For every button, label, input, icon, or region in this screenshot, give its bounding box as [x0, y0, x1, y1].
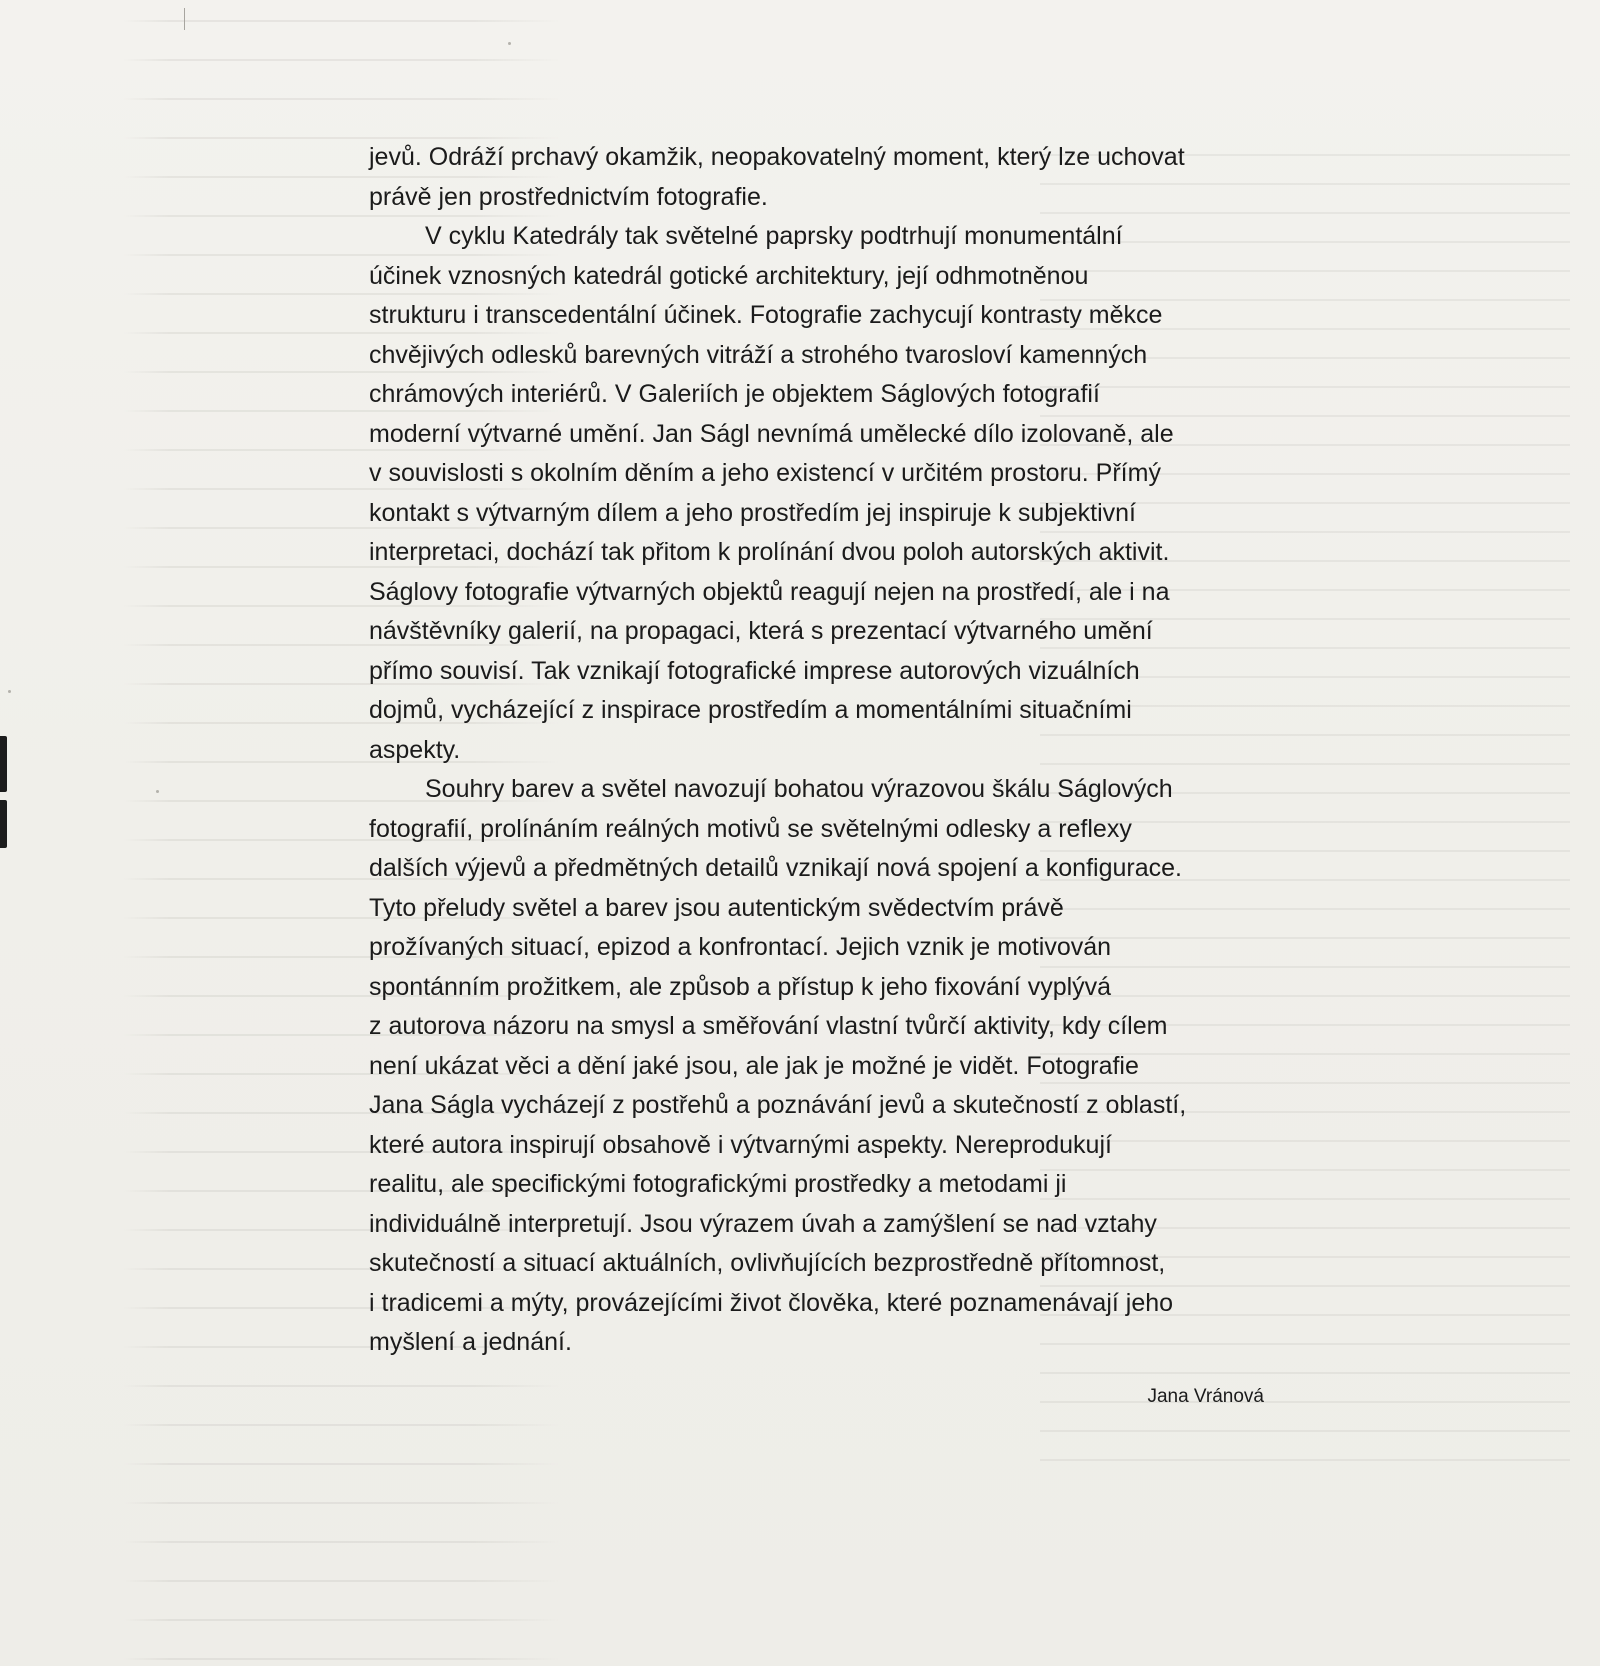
text-line: právě jen prostřednictvím fotografie. — [369, 182, 768, 211]
text-line: přímo souvisí. Tak vznikají fotografické imprese autorových vizuálních — [369, 656, 1140, 685]
text-line: myšlení a jednání. — [369, 1328, 572, 1356]
text-line: spontánním prožitkem, ale způsob a přístup k jeho fixování vyplývá — [369, 972, 1112, 1001]
binding-mark-upper — [0, 736, 7, 792]
text-line: Tyto přeludy světel a barev jsou autentickým svědectvím právě — [369, 893, 1064, 922]
text-line: účinek vznosných katedrál gotické architektury, její odhmotněnou — [369, 261, 1089, 290]
article-body — [369, 138, 1269, 1363]
text-line: v souvislosti s okolním děním a jeho existencí v určitém prostoru. Přímý — [369, 459, 1161, 487]
paragraph — [369, 770, 1269, 1363]
paper-speck — [8, 690, 11, 693]
text-line: chvějivých odlesků barevných vitráží a strohého tvarosloví kamenných — [369, 340, 1148, 369]
text-line: dojmů, vycházející z inspirace prostředím a momentálními situačními — [369, 696, 1132, 724]
paragraph — [369, 217, 1269, 770]
text-line: realitu, ale specifickými fotografickými prostředky a metodami ji — [369, 1170, 1067, 1198]
text-line: moderní výtvarné umění. Jan Ságl nevnímá umělecké dílo izolovaně, ale — [369, 419, 1174, 448]
text-line: Souhry barev a světel navozují bohatou výrazovou škálu Ságlových — [425, 775, 1173, 803]
author-signature: Jana Vránová — [1147, 1386, 1264, 1407]
paper-speck — [156, 790, 159, 793]
text-line: i tradicemi a mýty, provázejícími život člověka, které poznamenávají jeho — [369, 1288, 1174, 1317]
text-line: strukturu i transcedentální účinek. Fotografie zachycují kontrasty měkce — [369, 301, 1163, 329]
text-line: které autora inspirují obsahově i výtvarnými aspekty. Nereprodukují — [369, 1130, 1112, 1159]
text-line: jevů. Odráží prchavý okamžik, neopakovatelný moment, který lze uchovat — [369, 143, 1185, 171]
paragraph — [369, 138, 1269, 217]
text-line: fotografií, prolínáním reálných motivů se světelnými odlesky a reflexy — [369, 814, 1132, 843]
text-line: Jana Ságla vycházejí z postřehů a poznávání jevů a skutečností z oblastí, — [369, 1091, 1187, 1119]
text-line: chrámových interiérů. V Galeriích je objektem Ságlových fotografií — [369, 380, 1100, 408]
text-line: skutečností a situací aktuálních, ovlivňujících bezprostředně přítomnost, — [369, 1249, 1166, 1277]
text-line: není ukázat věci a dění jaké jsou, ale jak je možné je vidět. Fotografie — [369, 1051, 1139, 1080]
text-line: individuálně interpretují. Jsou výrazem úvah a zamýšlení se nad vztahy — [369, 1209, 1157, 1238]
text-line: kontakt s výtvarným dílem a jeho prostředím jej inspiruje k subjektivní — [369, 498, 1136, 527]
text-line: Ságlovy fotografie výtvarných objektů reagují nejen na prostředí, ale i na — [369, 577, 1170, 606]
text-line: návštěvníky galerií, na propagaci, která s prezentací výtvarného umění — [369, 617, 1153, 645]
text-line: aspekty. — [369, 735, 461, 764]
text-line: V cyklu Katedrály tak světelné paprsky podtrhují monumentální — [425, 222, 1123, 250]
binding-mark-lower — [0, 800, 7, 848]
corner-tick — [184, 8, 185, 30]
paper-speck — [508, 42, 511, 45]
text-line: dalších výjevů a předmětných detailů vznikají nová spojení a konfigurace. — [369, 854, 1182, 882]
text-line: z autorova názoru na smysl a směřování vlastní tvůrčí aktivity, kdy cílem — [369, 1012, 1168, 1040]
text-line: prožívaných situací, epizod a konfrontací. Jejich vznik je motivován — [369, 933, 1112, 961]
text-line: interpretaci, dochází tak přitom k prolínání dvou poloh autorských aktivit. — [369, 538, 1170, 566]
